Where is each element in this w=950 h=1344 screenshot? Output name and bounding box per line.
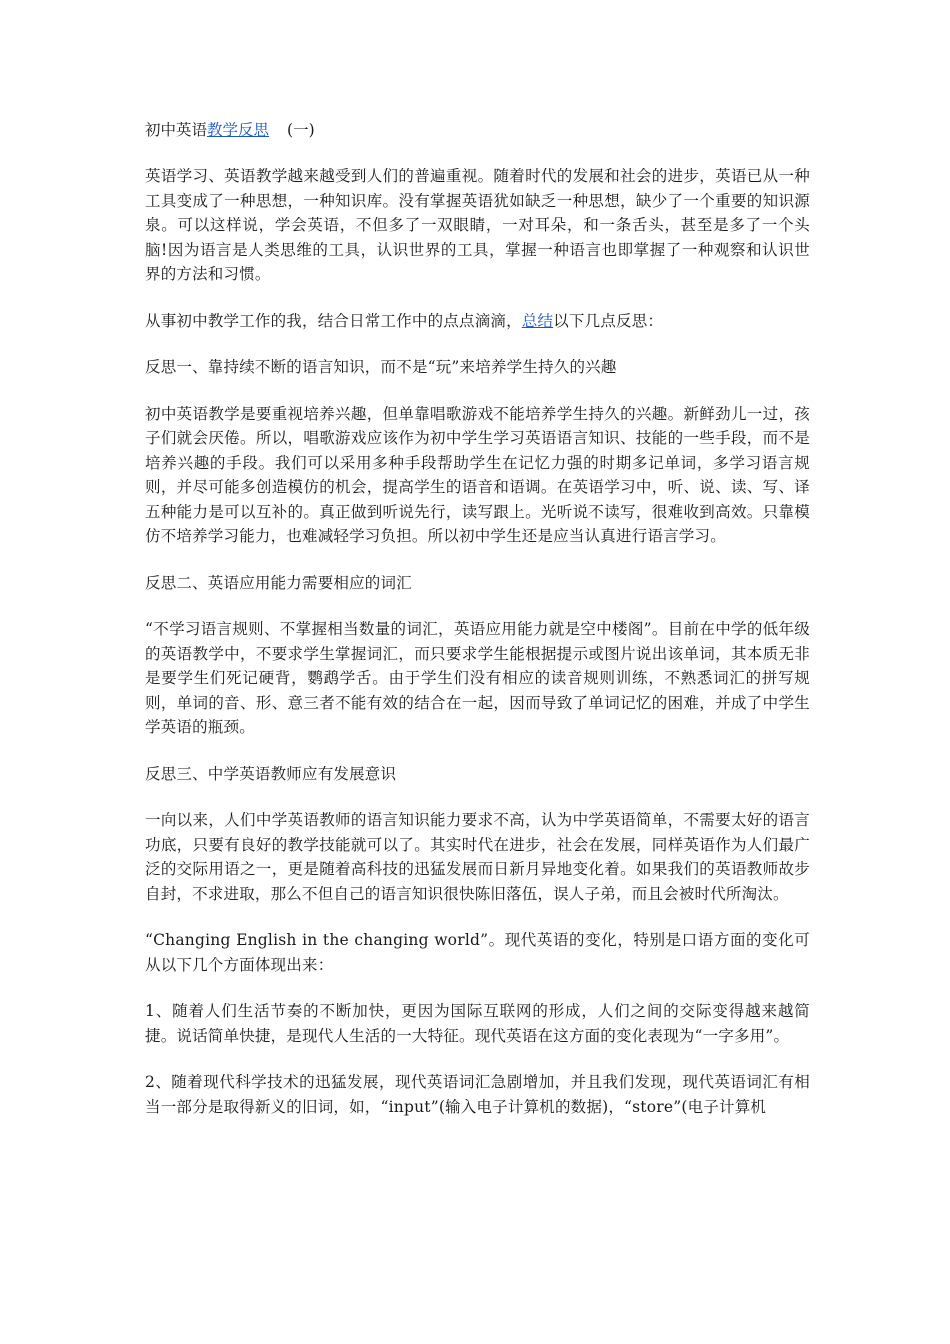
title-prefix: 初中英语	[145, 121, 208, 139]
reflection-heading-2: 反思二、英语应用能力需要相应的词汇	[145, 573, 412, 592]
title-link[interactable]: 教学反思	[207, 121, 270, 139]
intro-paragraph: 英语学习、英语教学越来越受到人们的普遍重视。随着时代的发展和社会的进步，英语已从一种工具变成了一种思想，一种知识库。没有掌握英语犹如缺乏一种思想，缺少了一个重要的知识源泉。可以这样说，学会英语，不但多了一双眼睛，一对耳朵，和一条舌头，甚至是多了一个头脑!因为语言是人类思维的工具，认识世界的工具，掌握一种语言也即掌握了一种观察和认识世界的方法和习惯。	[145, 167, 810, 283]
point-1-paragraph: 1、随着人们生活节奏的不断加快，更因为国际互联网的形成，人们之间的交际变得越来越简捷。说话简单快捷，是现代人生活的一大特征。现代英语在这方面的变化表现为“一字多用”。	[145, 1002, 810, 1045]
point-2-paragraph: 2、随着现代科学技术的迅猛发展，现代英语词汇急剧增加，并且我们发现，现代英语词汇有相当一部分是取得新义的旧词，如，“input”(输入电子计算机的数据)，“store”(电子计算机	[145, 1073, 810, 1116]
document-body	[145, 118, 810, 1141]
reflection-paragraph-2: “不学习语言规则、不掌握相当数量的词汇，英语应用能力就是空中楼阁”。目前在中学的低年级的英语教学中，不要求学生掌握词汇，而只要求学生能根据提示或图片说出该单词，其本质无非是要学生们死记硬背，鹦鹉学舌。由于学生们没有相应的读音规则训练，不熟悉词汇的拼写规则，单词的音、形、意三者不能有效的结合在一起，因而导致了单词记忆的困难，并成了中学生学英语的瓶颈。	[145, 620, 810, 736]
document-title	[145, 118, 810, 142]
changing-english-paragraph: “Changing English in the changing world”。现代英语的变化，特别是口语方面的变化可从以下几个方面体现出来：	[145, 931, 810, 974]
reflection-paragraph-3: 一向以来，人们中学英语教师的语言知识能力要求不高，认为中学英语简单，不需要太好的语言功底，只要有良好的教学技能就可以了。其实时代在进步，社会在发展，同样英语作为人们最广泛的交际用语之一，更是随着高科技的迅猛发展而日新月异地变化着。如果我们的英语教师故步自封，不求进取，那么不但自己的语言知识很快陈旧落伍，误人子弟，而且会被时代所淘汰。	[145, 811, 810, 903]
summary-link[interactable]: 总结	[521, 311, 554, 330]
title-suffix: (一)	[287, 121, 315, 139]
reflection-paragraph-1: 初中英语教学是要重视培养兴趣，但单靠唱歌游戏不能培养学生持久的兴趣。新鲜劲儿一过，孩子们就会厌倦。所以，唱歌游戏应该作为初中学生学习英语语言知识、技能的一些手段，而不是培养兴趣的手段。我们可以采用多种手段帮助学生在记忆力强的时期多记单词，多学习语言规则，并尽可能多创造模仿的机会，提高学生的语音和语调。在英语学习中，听、说、读、写、译五种能力是可以互补的。真正做到听说先行，读写跟上。光听说不读写，很难收到高效。只靠模仿不培养学习能力，也难减轻学习负担。所以初中学生还是应当认真进行语言学习。	[145, 404, 810, 545]
summary-prefix: 从事初中教学工作的我，结合日常工作中的点点滴滴，	[145, 311, 522, 330]
reflection-heading-1: 反思一、靠持续不断的语言知识，而不是“玩”来培养学生持久的兴趣	[145, 358, 617, 376]
summary-paragraph	[145, 309, 810, 334]
reflection-heading-3: 反思三、中学英语教师应有发展意识	[145, 764, 397, 783]
summary-suffix: 以下几点反思：	[553, 311, 664, 330]
